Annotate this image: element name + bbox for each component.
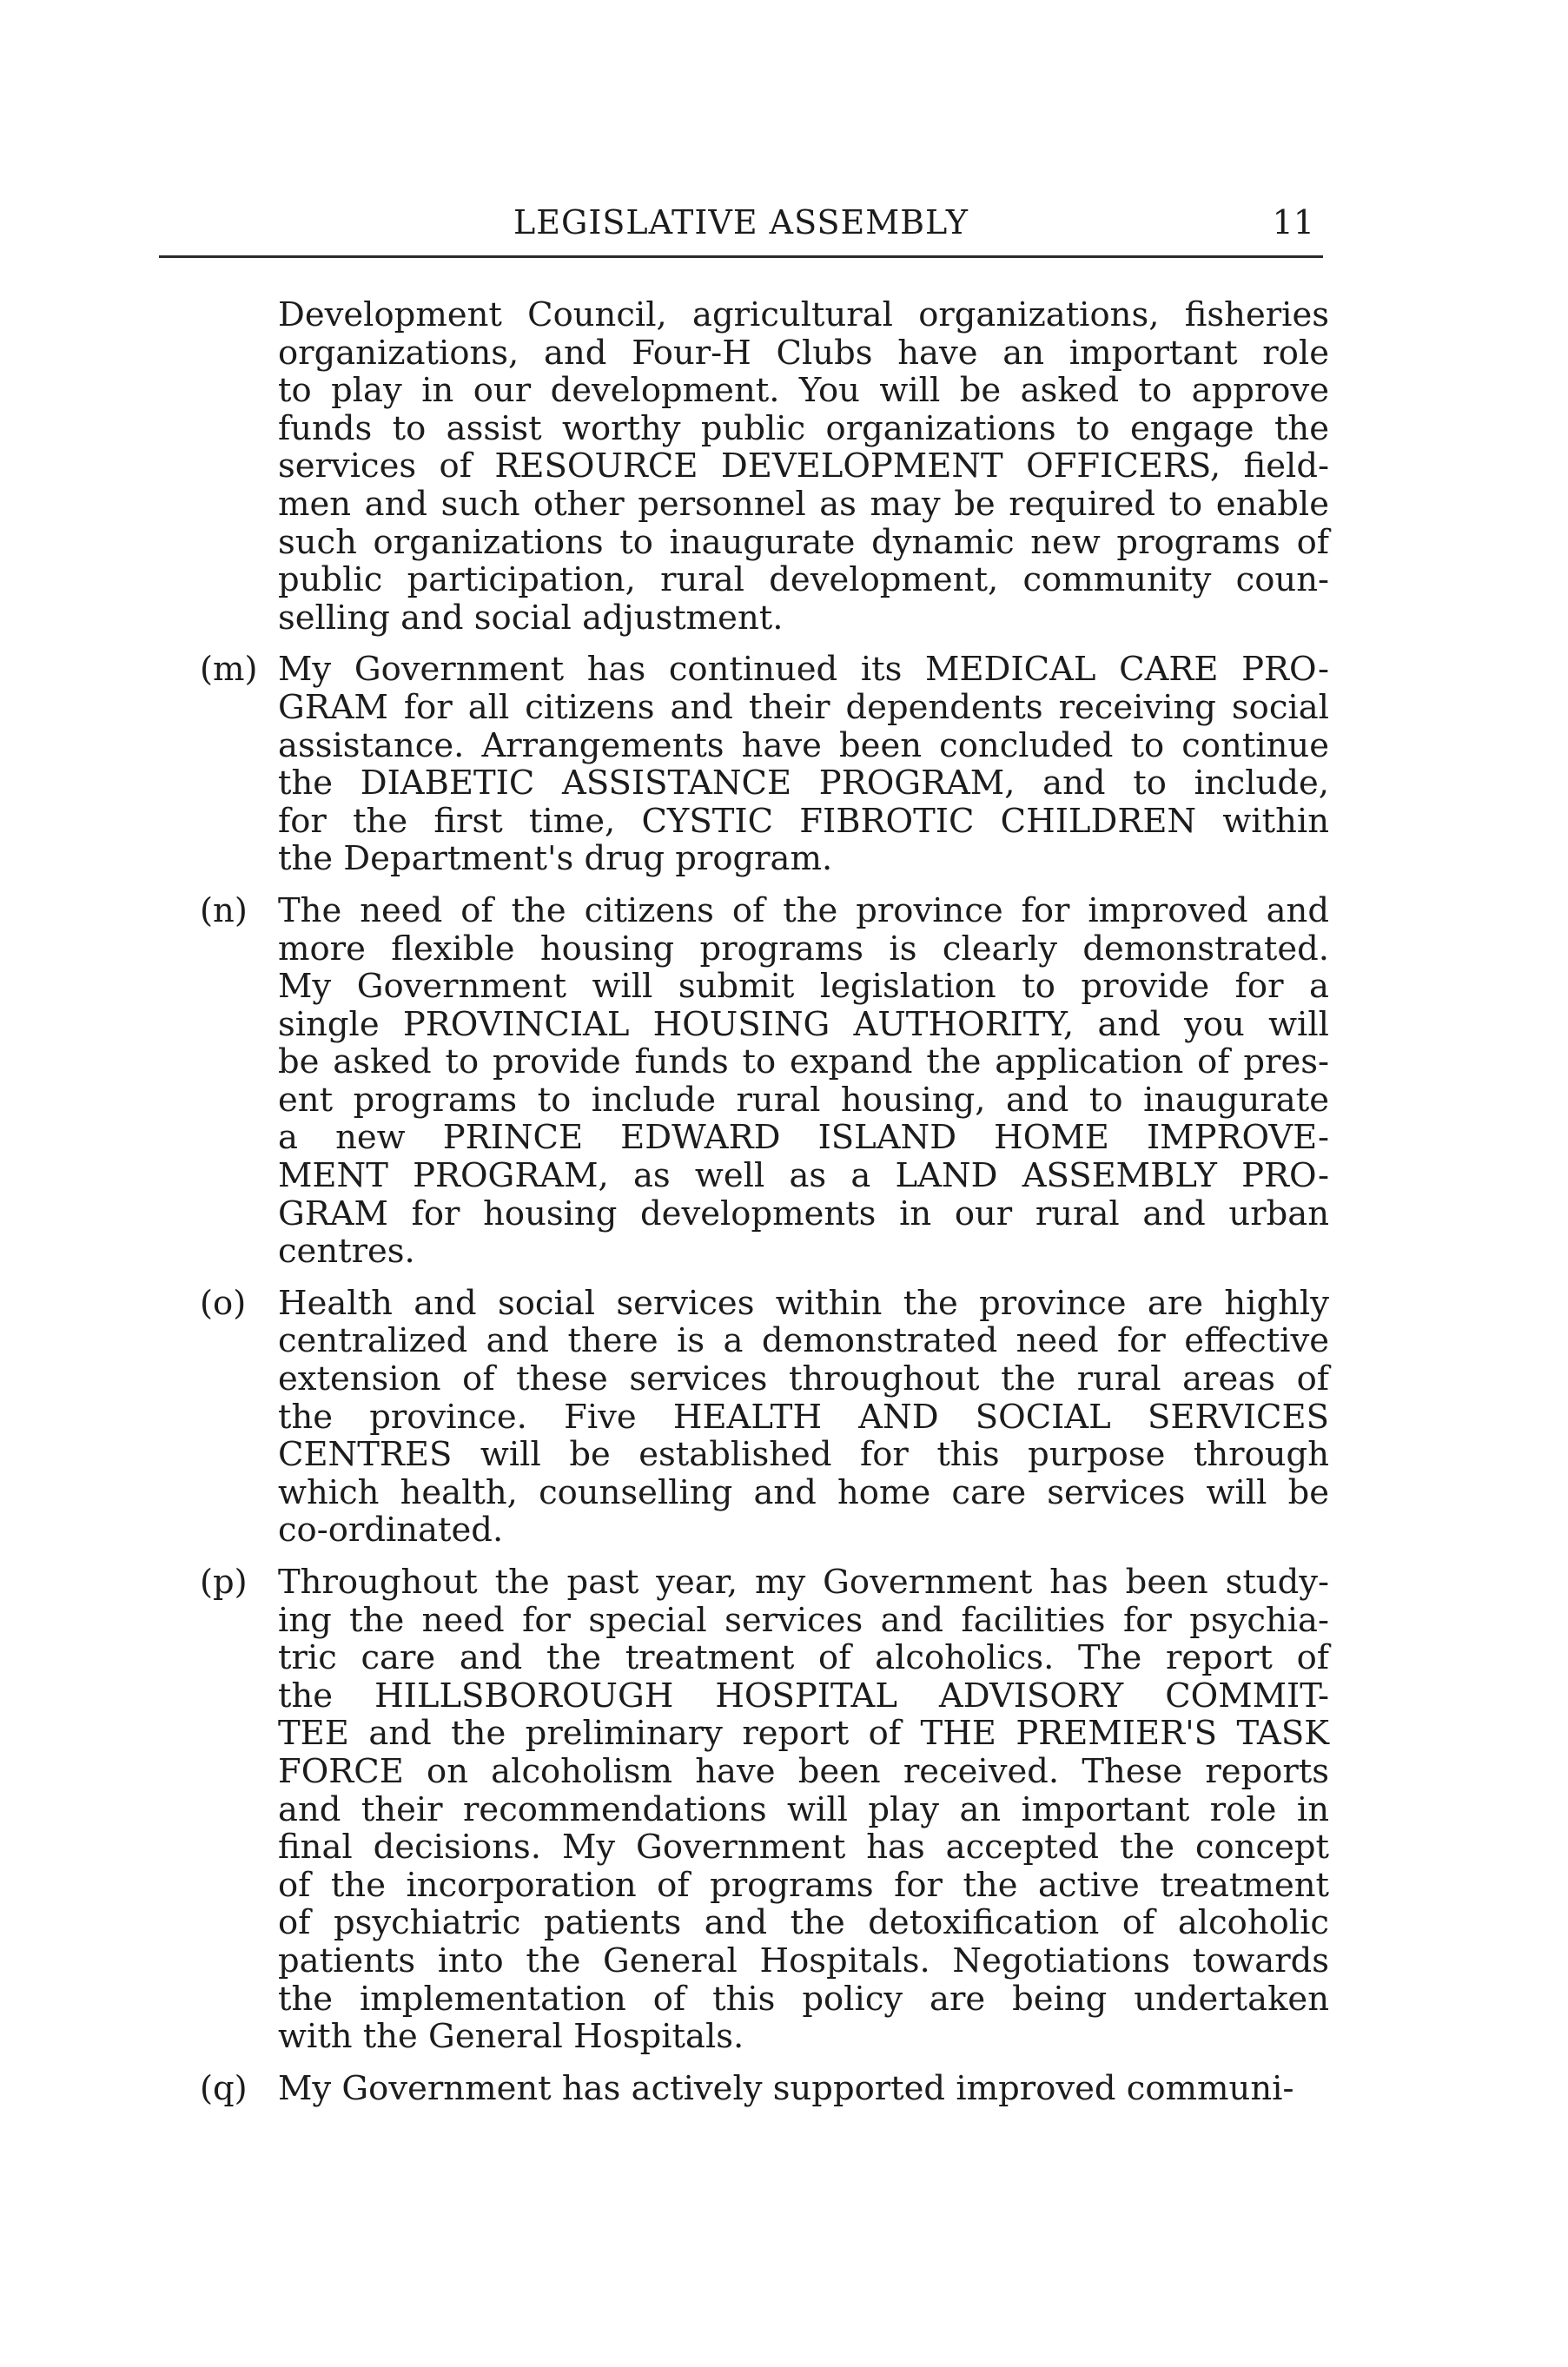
text-line: of psychiatric patients and the detoxification of alcoholic (278, 1903, 1329, 1943)
text-line: extension of these services throughout the rural areas of (278, 1359, 1329, 1399)
text-line: services of RESOURCE DEVELOPMENT OFFICERS, field- (278, 446, 1329, 486)
continuation-paragraph (200, 296, 1329, 637)
text-line: funds to assist worthy public organizations to engage the (278, 408, 1329, 448)
text-line: assistance. Arrangements have been concluded to continue (278, 725, 1329, 765)
text-line: to play in our development. You will be asked to approve (278, 371, 1329, 411)
list-item-marker: (o) (200, 1283, 247, 1323)
text-line: single PROVINCIAL HOUSING AUTHORITY, and you will (278, 1004, 1329, 1044)
text-line: the HILLSBOROUGH HOSPITAL ADVISORY COMMIT- (278, 1676, 1329, 1716)
list-item-marker: (q) (200, 2068, 248, 2108)
text-line: the implementation of this policy are being undertaken (278, 1979, 1329, 2019)
text-line: ent programs to include rural housing, and to inaugurate (278, 1080, 1329, 1120)
text-line: My Government will submit legislation to provide for a (278, 967, 1329, 1007)
text-line: The need of the citizens of the province for improved and (278, 890, 1329, 930)
text-line: FORCE on alcoholism have been received. These reports (278, 1751, 1329, 1791)
text-line: for the first time, CYSTIC FIBROTIC CHILDREN within (278, 801, 1329, 841)
text-line: Development Council, agricultural organizations, fisheries (278, 295, 1329, 334)
text-line: My Government has continued its MEDICAL CARE PRO- (278, 650, 1329, 690)
running-header (159, 196, 1323, 248)
text-line: more flexible housing programs is clearly demonstrated. (278, 929, 1329, 969)
list-item (200, 651, 1329, 878)
text-line: the Department's drug program. (278, 839, 833, 879)
list-item (200, 1285, 1329, 1550)
text-line: final decisions. My Government has accepted the concept (278, 1828, 1329, 1868)
text-line: ing the need for special services and facilities for psychia- (278, 1600, 1329, 1640)
text-line: be asked to provide funds to expand the application of pres- (278, 1042, 1329, 1082)
text-line: co-ordinated. (278, 1511, 504, 1550)
list-item-marker: (n) (200, 890, 248, 930)
running-header-title: LEGISLATIVE ASSEMBLY (513, 203, 969, 241)
text-line: GRAM for housing developments in our rural and urban (278, 1193, 1329, 1233)
text-line: and their recommendations will play an important role in (278, 1789, 1329, 1829)
text-line: with the General Hospitals. (278, 2017, 744, 2057)
text-line: tric care and the treatment of alcoholics. The report of (278, 1638, 1329, 1678)
text-line: public participation, rural development, community coun- (278, 560, 1329, 600)
list-item-marker: (m) (200, 650, 258, 690)
text-line: the province. Five HEALTH AND SOCIAL SERVICES (278, 1397, 1329, 1437)
text-line: My Government has actively supported improved communi- (278, 2068, 1294, 2108)
list-item-marker: (p) (200, 1563, 248, 1602)
text-line: Health and social services within the province are highly (278, 1283, 1329, 1323)
body-text (200, 296, 1329, 2107)
text-line: centralized and there is a demonstrated need for effective (278, 1321, 1329, 1361)
page-number: 11 (1272, 203, 1314, 241)
list-item (200, 1564, 1329, 2056)
list-item (200, 2070, 1329, 2108)
text-line: selling and social adjustment. (278, 598, 784, 638)
list-item (200, 892, 1329, 1271)
text-line: patients into the General Hospitals. Negotiations towards (278, 1941, 1329, 1980)
text-line: organizations, and Four-H Clubs have an important role (278, 333, 1329, 373)
text-line: men and such other personnel as may be required to enable (278, 484, 1329, 524)
text-line: TEE and the preliminary report of THE PREMIER'S TASK (278, 1714, 1329, 1754)
text-line: a new PRINCE EDWARD ISLAND HOME IMPROVE- (278, 1118, 1329, 1158)
header-rule (159, 255, 1323, 258)
text-line: of the incorporation of programs for the active treatment (278, 1865, 1329, 1905)
text-line: which health, counselling and home care services will be (278, 1472, 1329, 1512)
text-line: MENT PROGRAM, as well as a LAND ASSEMBLY PRO- (278, 1156, 1329, 1196)
text-line: GRAM for all citizens and their dependents receiving social (278, 687, 1329, 727)
text-line: centres. (278, 1232, 415, 1272)
text-line: such organizations to inaugurate dynamic new programs of (278, 522, 1329, 562)
text-line: CENTRES will be established for this purpose through (278, 1435, 1329, 1475)
text-line: the DIABETIC ASSISTANCE PROGRAM, and to include, (278, 764, 1329, 803)
text-line: Throughout the past year, my Government has been study- (278, 1563, 1329, 1602)
